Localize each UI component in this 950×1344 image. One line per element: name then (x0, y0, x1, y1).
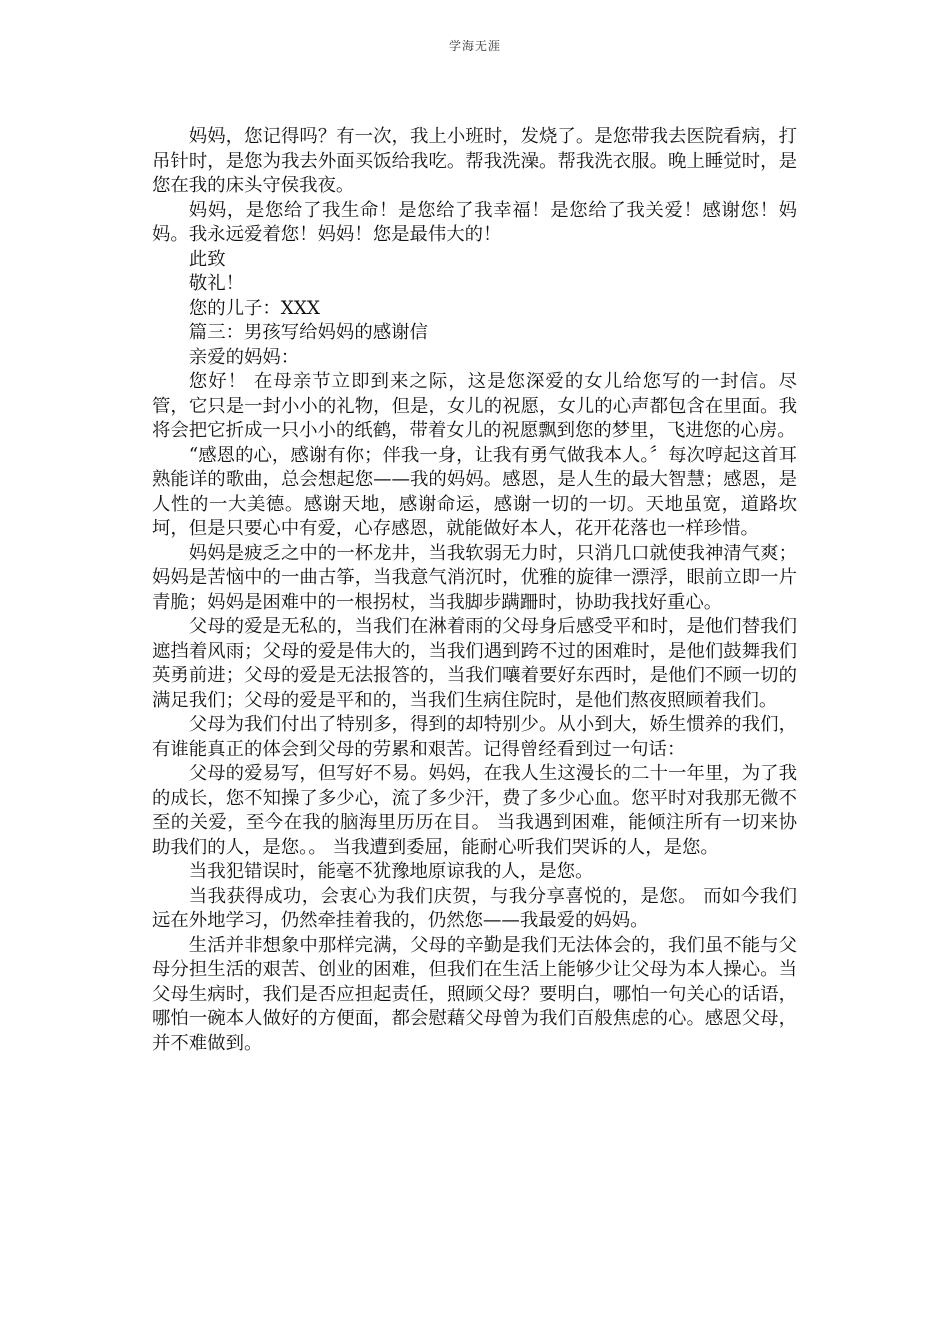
paragraph: 父母的爱是无私的，当我们在淋着雨的父母身后感受平和时，是他们替我们遮挡着风雨；父母的爱是伟大的，当我们遇到跨不过的困难时，是他们鼓舞我们英勇前进；父母的爱是无法报答的，当我们嚷着要好东西时，是他们不顾一切的满足我们；父母的爱是平和的，当我们生病住院时，是他们熬夜照顾着我们。 (152, 616, 797, 711)
paragraph: 当我获得成功，会衷心为我们庆贺，与我分享喜悦的，是您。 而如今我们远在外地学习，仍然牵挂着我的，仍然您——我最爱的妈妈。 (152, 885, 797, 931)
greeting: 亲爱的妈妈： (188, 346, 300, 368)
paragraph: 妈妈，是您给了我生命！是您给了我幸福！是您给了我关爱！感谢您！妈妈。我永远爱着您！妈妈！您是最伟大的！ (152, 199, 797, 245)
signature: 您的儿子：XXX (188, 297, 321, 319)
paragraph: 妈妈是疲乏之中的一杯龙井，当我软弱无力时，只消几口就使我神清气爽；妈妈是苦恼中的一曲古筝，当我意气消沉时，优雅的旋律一漂浮，眼前立即一片青脆；妈妈是困难中的一根拐杖，当我脚步蹒跚时，协助我找好重心。 (152, 542, 797, 613)
paragraph: 生活并非想象中那样完满，父母的辛勤是我们无法体会的，我们虽不能与父母分担生活的艰苦、创业的困难，但我们在生活上能够少让父母为本人操心。当父母生病时，我们是否应担起责任，照顾父母？要明白，哪怕一句关心的话语，哪怕一碗本人做好的方便面，都会慰藉父母曾为我们百般焦虑的心。感恩父母，并不难做到。 (152, 934, 797, 1054)
paragraph: 当我犯错误时，能毫不犹豫地原谅我的人，是您。 (188, 861, 594, 882)
paragraph: 父母的爱易写，但写好不易。妈妈，在我人生这漫长的二十一年里，为了我的成长，您不知操了多少心，流了多少汗，费了多少心血。您平时对我那无微不至的关爱，至今在我的脑海里历历在目。 当我遇到困难，能倾注所有一切来协助我们的人，是您。。 当我遭到委屈，能耐心听我们哭诉的人，是您。 (152, 763, 797, 858)
document-body (152, 125, 797, 1056)
closing-salutation: 敬礼！ (188, 273, 244, 294)
page-header: 学海无涯 (448, 39, 501, 53)
paragraph: 您好！ 在母亲节立即到来之际，这是您深爱的女儿给您写的一封信。尽管，它只是一封小小的礼物，但是，女儿的祝愿，女儿的心声都包含在里面。我将会把它折成一只小小的纸鹤，带着女儿的祝愿飘到您的梦里，飞进您的心房。 (152, 371, 797, 441)
paragraph: “感恩的心，感谢有你；伴我一身，让我有勇气做我本人。〞每次哼起这首耳熟能详的歌曲，总会想起您——我的妈妈。感恩，是人生的最大智慧；感恩，是人性的一大美德。感谢天地，感谢命运，感谢一切的一切。天地虽宽，道路坎坷，但是只要心中有爱，心存感恩，就能做好本人，花开花落也一样珍惜。 (152, 444, 797, 539)
closing-line: 此致 (188, 248, 226, 270)
section-title: 篇三：男孩写给妈妈的感谢信 (188, 322, 428, 343)
paragraph: 父母为我们付出了特别多，得到的却特别少。从小到大，娇生惯养的我们，有谁能真正的体会到父母的劳累和艰苦。记得曾经看到过一句话： (152, 714, 797, 760)
paragraph: 妈妈，您记得吗？有一次，我上小班时，发烧了。是您带我去医院看病，打吊针时，是您为我去外面买饭给我吃。帮我洗澡。帮我洗衣服。晚上睡觉时，是您在我的床头守侯我夜。 (152, 126, 797, 196)
